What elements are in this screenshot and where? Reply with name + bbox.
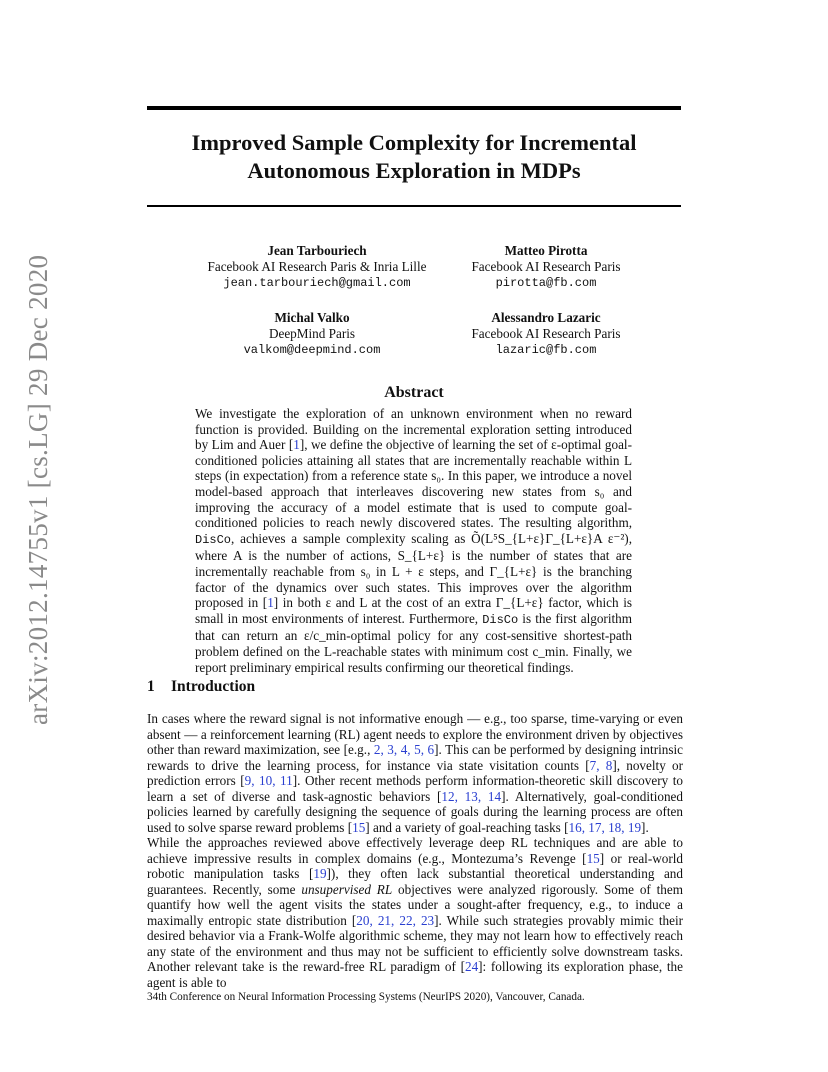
- abstract-text: is the first algorithm that can return an ε/c_min-optimal policy for any cost-sensitive shortest-path problem defined on the L-reachable states with minimum cost c_min. Finally, we report preliminary empirical results confirming our theoretical findings.: [195, 610, 632, 675]
- citation-link[interactable]: 1: [267, 595, 274, 611]
- paragraph-text: ]: following its exploration phase, the agent is able to: [147, 959, 683, 990]
- citation-link[interactable]: 19: [313, 866, 327, 881]
- section-number: 1: [147, 678, 155, 695]
- paragraph-text: While the approaches reviewed above effectively leverage deep RL techniques and are able to achieve impressive results in complex domains (e.g., Montezuma’s Revenge [: [147, 835, 683, 866]
- author-affiliation: DeepMind Paris: [268, 326, 356, 341]
- author-affiliation: Facebook AI Research Paris & Inria Lille: [207, 259, 427, 274]
- author-name: Michal Valko: [274, 310, 350, 325]
- citation-link[interactable]: 2, 3, 4, 5, 6: [373, 742, 435, 757]
- paragraph-text: ] or real-world robotic manipulation tasks [: [147, 850, 684, 881]
- author-email[interactable]: jean.tarbouriech@gmail.com: [223, 276, 411, 290]
- citation-link[interactable]: 1: [293, 437, 300, 453]
- citation-link[interactable]: 12, 13, 14: [441, 788, 502, 804]
- intro-paragraph: [147, 835, 683, 990]
- author-affiliation: Facebook AI Research Paris: [471, 259, 621, 274]
- author-name: Matteo Pirotta: [504, 243, 588, 258]
- paragraph-text: ]. While such strategies provably mimic their desired behavior via a Frank-Wolfe algorithmic scheme, they may not learn how to effectively reach any state of the environment and thus may not be sufficient to efficiently solve downstream tasks. Another relevant take is the reward-free RL paradigm of [: [147, 912, 683, 974]
- author-block: [196, 243, 438, 291]
- citation-link[interactable]: 9, 10, 11: [244, 773, 293, 788]
- conference-footer: 34th Conference on Neural Information Processing Systems (NeurIPS 2020), Vancouver, Canada.: [147, 991, 585, 1003]
- citation-link[interactable]: 20, 21, 22, 23: [356, 912, 435, 928]
- algorithm-name: DisCo: [482, 612, 519, 627]
- emphasized-text: unsupervised RL: [301, 881, 393, 897]
- author-name: Jean Tarbouriech: [267, 243, 367, 258]
- author-name: Alessandro Lazaric: [491, 310, 601, 325]
- paper-title: Improved Sample Complexity for Incremental Autonomous Exploration in MDPs: [191, 130, 637, 183]
- abstract-text: We investigate the exploration of an unknown environment when no reward function is provided. Building on the incremental exploration setting introduced by Lim and Auer [: [195, 406, 632, 453]
- citation-link[interactable]: 15: [352, 819, 366, 835]
- author-email[interactable]: lazaric@fb.com: [495, 343, 597, 357]
- title-rule-bottom: [147, 205, 681, 207]
- author-email[interactable]: pirotta@fb.com: [495, 276, 597, 290]
- citation-link[interactable]: 24: [464, 959, 479, 974]
- section-heading: [147, 678, 255, 696]
- abstract-text: ] in both ε and L at the cost of an extra Γ_{L+ε} factor, which is small in most environments of interest. Furthermore,: [195, 595, 632, 626]
- arxiv-stamp: arXiv:2012.14755v1 [cs.LG] 29 Dec 2020: [23, 254, 53, 725]
- arxiv-sidebar: [23, 254, 59, 725]
- paragraph-text: ]), they often lack substantial theoretical understanding and guarantees. Recently, some: [147, 866, 683, 897]
- citation-link[interactable]: 7, 8: [589, 757, 613, 773]
- paragraph-text: ] and a variety of goal-reaching tasks [: [365, 819, 569, 835]
- abstract-text: ], we define the objective of learning the set of ε-optimal goal-conditioned policies attaining all states that are incrementally reachable within L steps (in expectation) from a reference state s₀. In this paper, we introduce a novel model-based approach that interleaves discovering new states from s₀ and improving the accuracy of a model estimate that is used to compute goal-conditioned policies to reach newly discovered states. The resulting algorithm,: [195, 437, 632, 531]
- paragraph-text: ].: [641, 819, 649, 835]
- paragraph-text: ]. Other recent methods perform information-theoretic skill discovery to learn a set of diverse and task-agnostic behaviors [: [147, 773, 683, 804]
- paragraph-text: objectives were analyzed rigorously. Some of them quantify how well the agent visits the states under a sought-after frequency, e.g., to induce a maximally entropic state distribution [: [147, 881, 684, 928]
- abstract-body: [195, 406, 632, 675]
- citation-link[interactable]: 15: [586, 850, 600, 866]
- abstract-heading: Abstract: [384, 384, 444, 401]
- algorithm-name: DisCo: [195, 532, 232, 547]
- citation-link[interactable]: 16, 17, 18, 19: [568, 819, 642, 835]
- intro-paragraph: [147, 711, 683, 835]
- title-rule-top: [147, 106, 681, 110]
- author-block: [454, 310, 638, 358]
- abstract-text: , achieves a sample complexity scaling as Õ(L⁵S_{L+ε}Γ_{L+ε}A ε⁻²), where A is the number of actions, S_{L+ε} is the number of states that are incrementally reachable from s₀ in L + ε steps, and Γ_{L+ε} is the branching factor of the dynamics over such states. This improves over the algorithm proposed in [: [195, 530, 632, 611]
- author-affiliation: Facebook AI Research Paris: [471, 326, 621, 341]
- author-block: [216, 310, 408, 358]
- section-title: Introduction: [171, 678, 256, 695]
- author-block: [454, 243, 638, 291]
- author-email[interactable]: valkom@deepmind.com: [243, 343, 381, 357]
- paragraph-text: ]. This can be performed by designing intrinsic rewards to drive the learning process, for instance via state visitation counts [: [147, 742, 683, 773]
- paragraph-text: In cases where the reward signal is not informative enough — e.g., too sparse, time-varying or even absent — a reinforcement learning (RL) agent needs to explore the environment driven by objectives other than reward maximization, see [e.g.,: [147, 711, 683, 757]
- paragraph-text: ], novelty or prediction errors [: [147, 757, 684, 788]
- paragraph-text: ]. Alternatively, goal-conditioned policies learned by carefully designing the sequence of goals during the learning process are often used to solve sparse reward problems [: [147, 788, 683, 835]
